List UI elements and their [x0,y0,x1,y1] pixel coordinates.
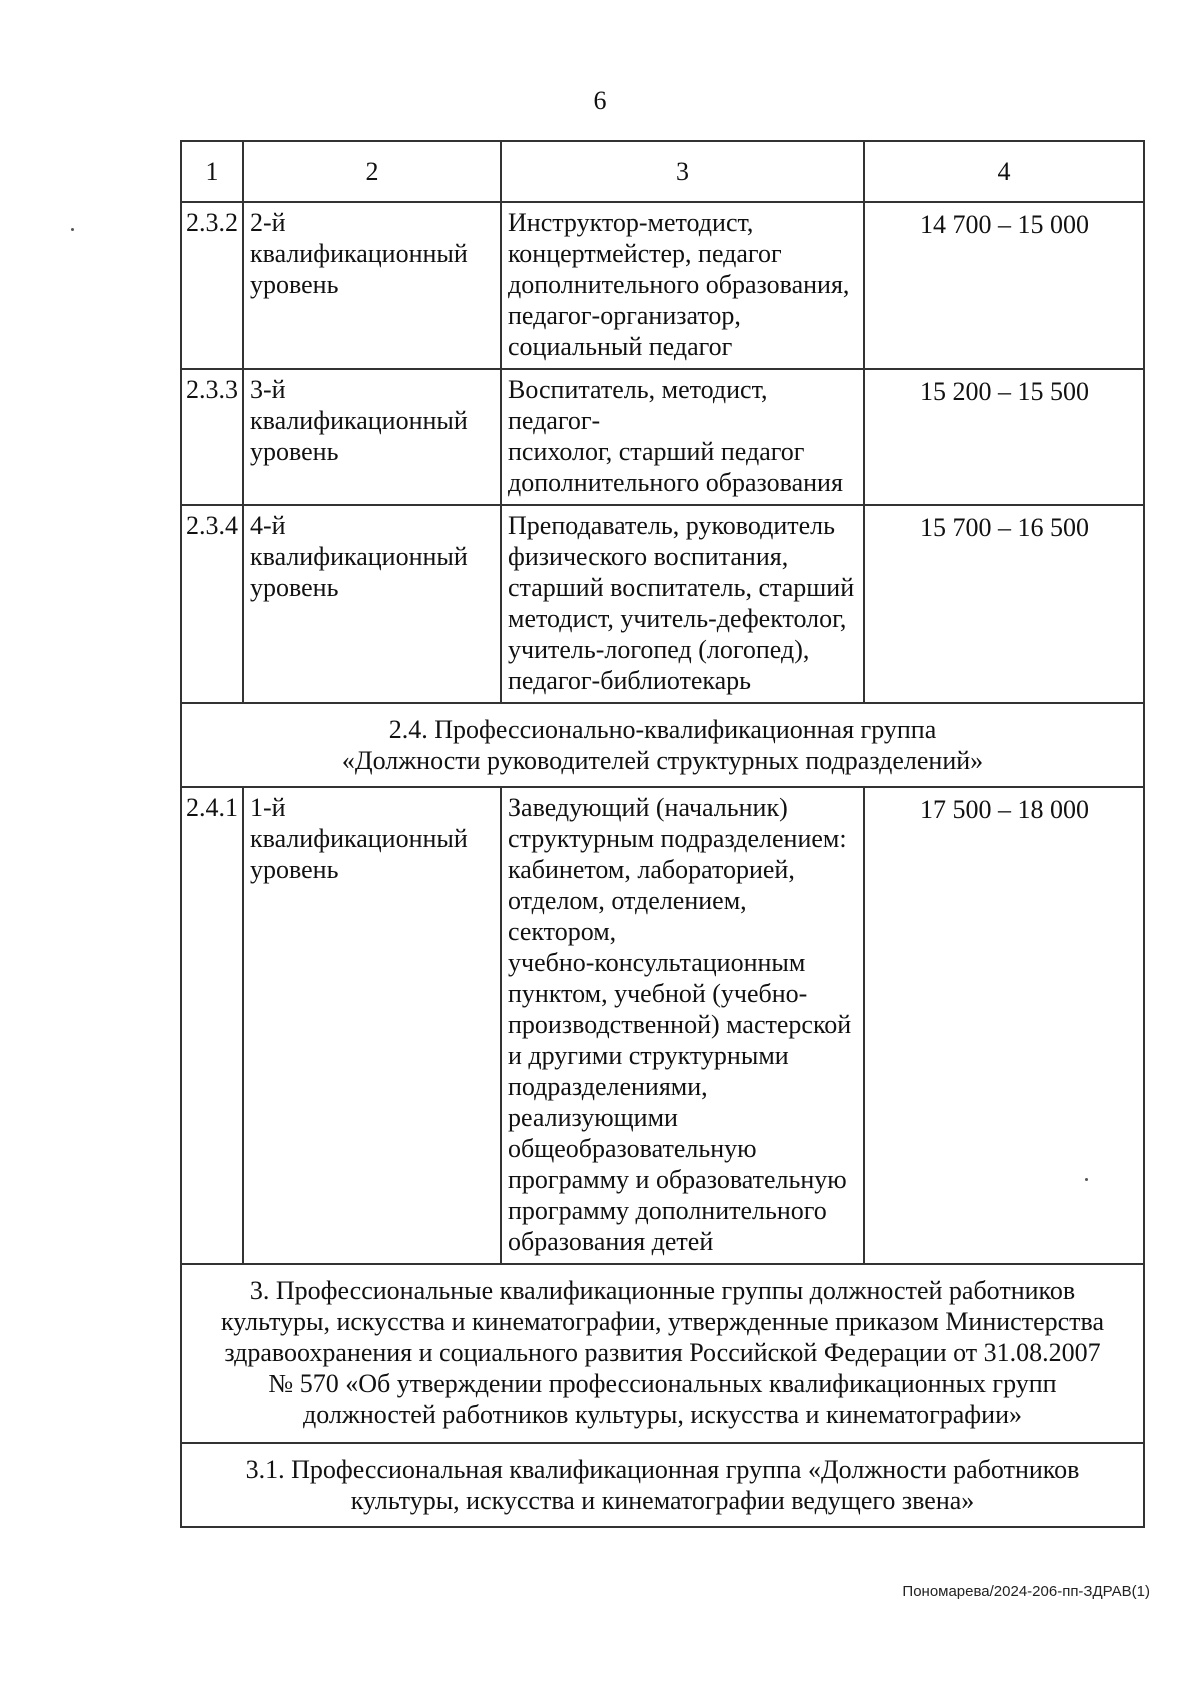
position-line: структурным подразделением: [508,824,847,853]
group-2-4-heading [181,703,1144,787]
salary-range: 14 700 – 15 000 [864,202,1144,369]
position-line: психолог, старший педагог [508,437,805,466]
qualification-level [243,787,501,1264]
section-heading-row [181,1264,1144,1443]
salary-table [180,140,1145,1528]
level-line: квалификационный [250,406,468,435]
section-line: должностей работников культуры, искусства и кинематографии» [303,1400,1022,1429]
qualification-level [243,505,501,703]
position-line: старший воспитатель, старший [508,573,855,602]
level-line: 4-й [250,511,286,540]
section-3-heading [181,1264,1144,1443]
position-line: дополнительного образования [508,468,843,497]
level-line: уровень [250,855,339,884]
level-line: 3-й [250,375,286,404]
position-line: Заведующий (начальник) [508,793,788,822]
position-line: подразделениями, [508,1072,708,1101]
salary-range: 15 200 – 15 500 [864,369,1144,505]
group-line: культуры, искусства и кинематографии ведущего звена» [350,1486,975,1515]
position-line: физического воспитания, [508,542,789,571]
positions-cell [501,202,864,369]
level-line: 1-й [250,793,286,822]
page-number: 6 [593,86,607,115]
row-number: 2.3.4 [181,505,243,703]
section-line: № 570 «Об утверждении профессиональных квалификационных групп [268,1369,1057,1398]
position-line: отделом, отделением, сектором, [508,886,747,946]
section-line: здравоохранения и социального развития Российской Федерации от 31.08.2007 [224,1338,1101,1367]
position-line: программу и образовательную [508,1165,847,1194]
position-line: учитель-логопед (логопед), [508,635,810,664]
position-line: концертмейстер, педагог [508,239,782,268]
group-heading-row [181,703,1144,787]
position-line: социальный педагог [508,332,733,361]
header-cell: 1 [181,141,243,202]
level-line: уровень [250,270,339,299]
level-line: квалификационный [250,239,468,268]
table-row [181,787,1144,1264]
position-line: дополнительного образования, [508,270,850,299]
document-reference: Пономарева/2024-206-пп-ЗДРАВ(1) [902,1583,1150,1600]
row-number: 2.3.3 [181,369,243,505]
position-line: Инструктор-методист, [508,208,754,237]
position-line: пунктом, учебной (учебно- [508,979,808,1008]
positions-cell [501,505,864,703]
table-row [181,505,1144,703]
group-heading-row [181,1443,1144,1527]
level-line: квалификационный [250,542,468,571]
position-line: учебно-консультационным [508,948,806,977]
group-line: «Должности руководителей структурных подразделений» [341,746,984,775]
scan-speck [1085,1178,1088,1181]
position-line: производственной) мастерской [508,1010,852,1039]
section-line: 3. Профессиональные квалификационные группы должностей работников [249,1276,1076,1305]
position-line: программу дополнительного [508,1196,827,1225]
header-cell: 3 [501,141,864,202]
qualification-level [243,202,501,369]
salary-range: 15 700 – 16 500 [864,505,1144,703]
table-row [181,369,1144,505]
header-cell: 2 [243,141,501,202]
positions-cell [501,369,864,505]
group-3-1-heading [181,1443,1144,1527]
level-line: уровень [250,573,339,602]
position-line: педагог-организатор, [508,301,741,330]
table-row [181,202,1144,369]
level-line: уровень [250,437,339,466]
level-line: квалификационный [250,824,468,853]
position-line: образования детей [508,1227,714,1256]
position-line: и другими структурными [508,1041,789,1070]
position-line: реализующими [508,1103,678,1132]
table-header-row [181,141,1144,202]
group-line: 3.1. Профессиональная квалификационная группа «Должности работников [245,1455,1080,1484]
salary-range: 17 500 – 18 000 [864,787,1144,1264]
scan-speck [71,228,74,231]
position-line: педагог-библиотекарь [508,666,752,695]
position-line: общеобразовательную [508,1134,757,1163]
row-number: 2.4.1 [181,787,243,1264]
group-line: 2.4. Профессионально-квалификационная группа [388,715,937,744]
position-line: методист, учитель-дефектолог, [508,604,847,633]
position-line: кабинетом, лабораторией, [508,855,795,884]
section-line: культуры, искусства и кинематографии, утвержденные приказом Министерства [221,1307,1104,1336]
position-line: Преподаватель, руководитель [508,511,835,540]
header-cell: 4 [864,141,1144,202]
level-line: 2-й [250,208,286,237]
qualification-level [243,369,501,505]
position-line: Воспитатель, методист, педагог- [508,375,768,435]
positions-cell [501,787,864,1264]
row-number: 2.3.2 [181,202,243,369]
